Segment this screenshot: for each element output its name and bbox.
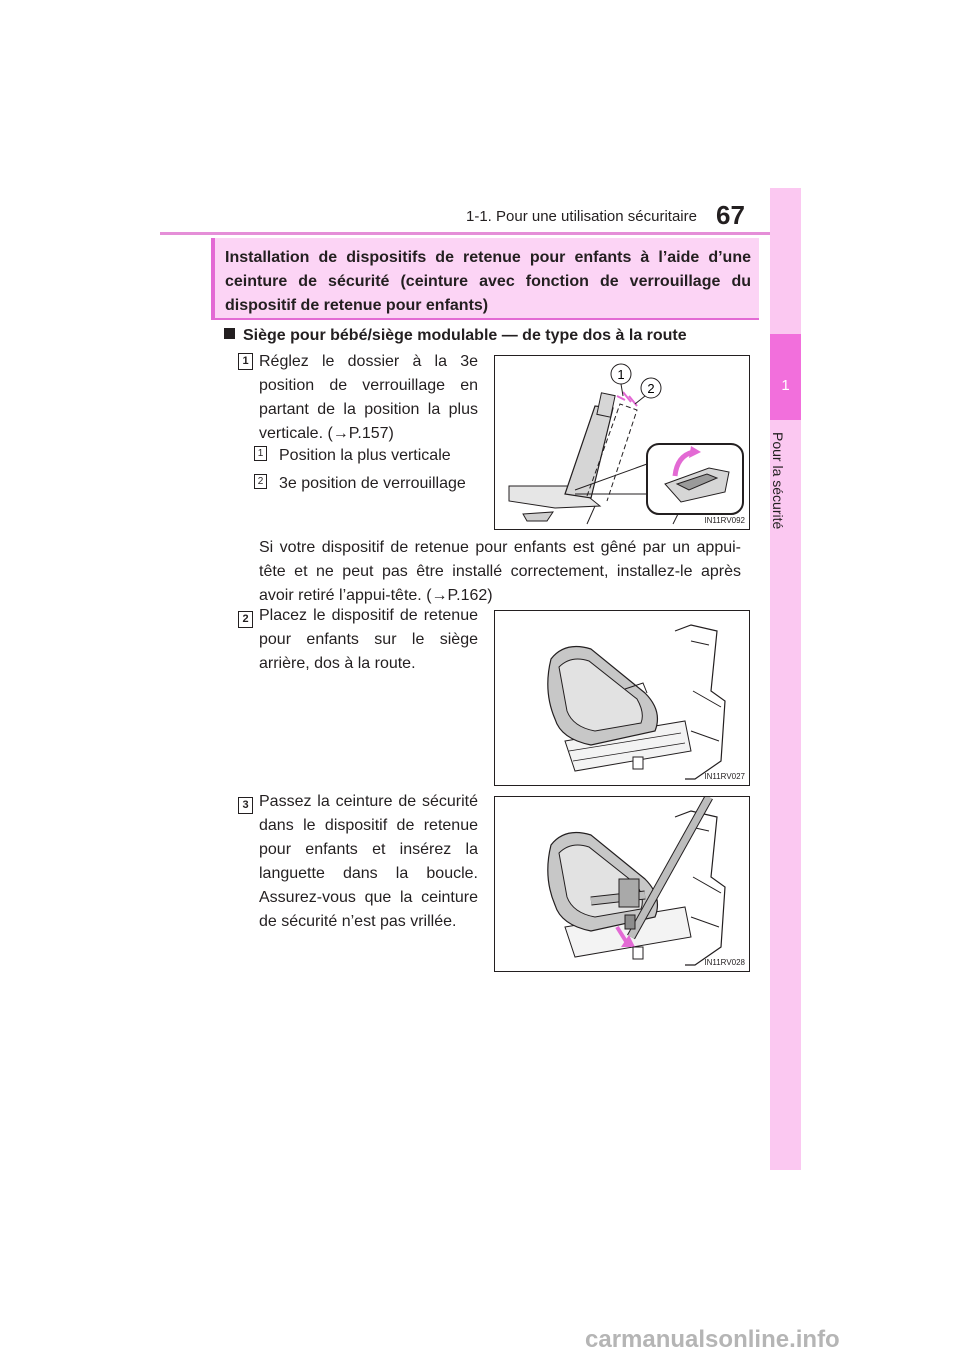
step-1-note: Si votre dispositif de retenue pour enfants est gêné par un appui-tête et ne peut pas être installé correctement, installez-le après avoir retiré l’appui-tête. (→P.162) [259,539,741,604]
callout-1: 1 [617,367,625,382]
callout-2: 2 [647,381,655,396]
figure-code: IN11RV027 [704,772,745,781]
side-tab-chapter-title: Pour la sécurité [770,432,786,530]
square-bullet-icon [224,328,235,339]
figure-seatback-recline [494,355,750,530]
step-1-text: Réglez le dossier à la 3e position de verrouillage en partant de la position la plus verticale. (→P.157) [259,353,478,442]
subheading-text: Siège pour bébé/siège modulable — de type dos à la route [243,327,687,344]
step-2-text: Placez le dispositif de retenue pour enfants sur le siège arrière, dos à la route. [259,607,478,672]
seat-belt-illustration [495,797,749,971]
step-1-item-1-text: Position la plus verticale [279,447,451,464]
watermark: carmanualsonline.info [585,1326,840,1353]
step-badge-1: 1 [238,353,253,370]
page-number: 67 [716,200,745,230]
section-heading-box [211,238,759,320]
side-tab-chapter-number: 1 [781,377,790,394]
child-seat-illustration [495,611,749,785]
step-badge-3: 3 [238,797,253,814]
figure-seat-belt-routing [494,796,750,972]
subheading [224,326,687,346]
step-badge-2: 2 [238,611,253,628]
section-title: Installation de dispositifs de retenue pour enfants à l’aide d’une ceinture de sécurité (ceinture avec fonction de verrouillage du dispositif de retenue pour enfants) [225,249,751,314]
figure-child-seat-placement [494,610,750,786]
step-1-item-badge-1: 1 [254,446,267,461]
seatback-illustration [495,356,749,529]
figure-code: IN11RV092 [704,516,745,525]
step-3-text: Passez la ceinture de sécurité dans le dispositif de retenue pour enfants et insérez la languette dans la boucle. Assurez-vous que la ceinture de sécurité n’est pas vrillée. [259,793,478,930]
figure-code: IN11RV028 [704,958,745,967]
step-1-item-2-text: 3e position de verrouillage [279,475,466,492]
header-rule [160,232,800,235]
step-1-item-badge-2: 2 [254,474,267,489]
running-header: 1-1. Pour une utilisation sécuritaire [466,208,697,225]
